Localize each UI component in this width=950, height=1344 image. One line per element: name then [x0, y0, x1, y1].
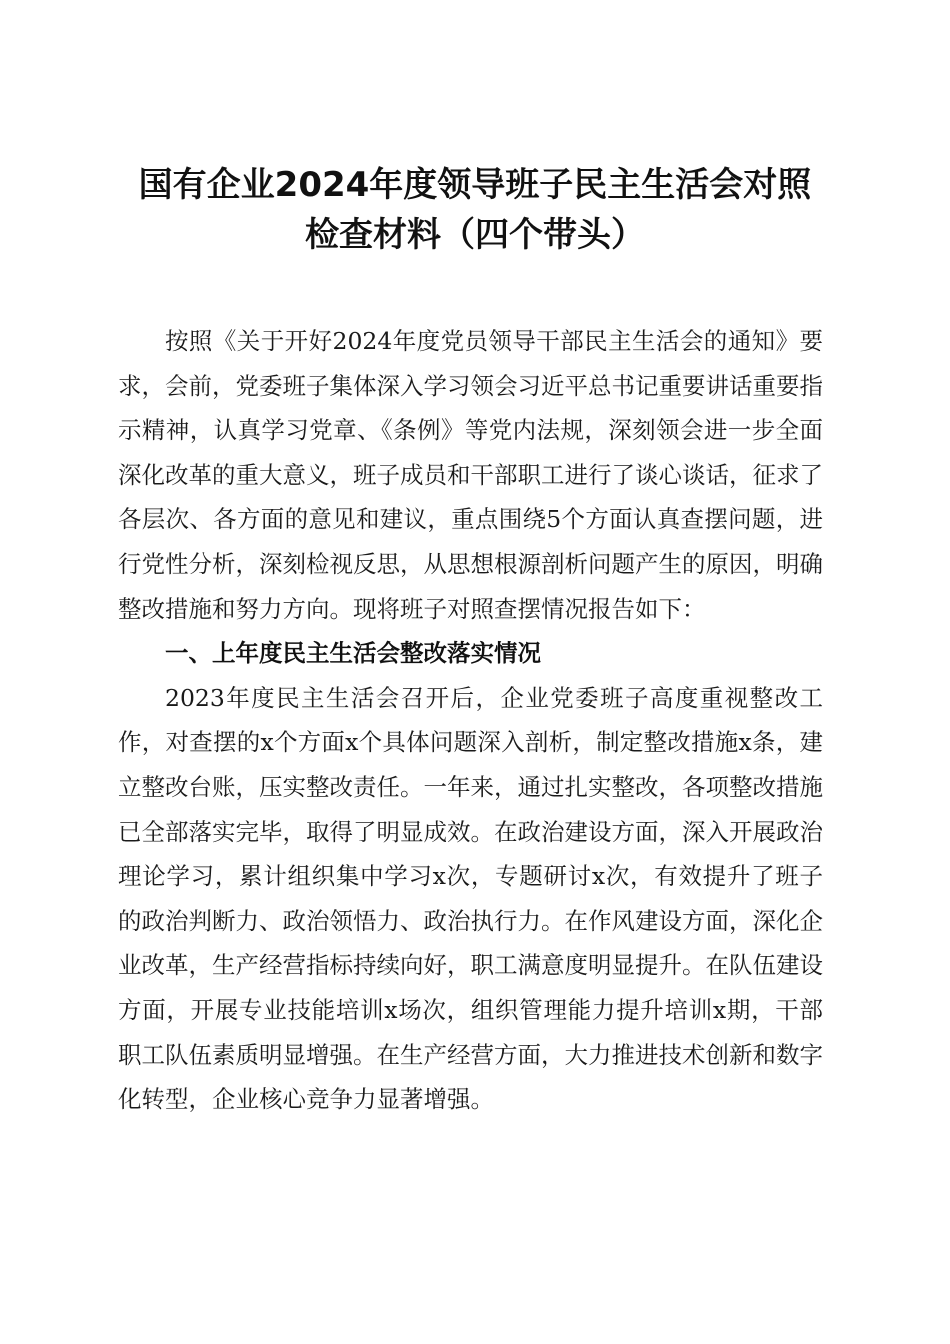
- title-line-2: 检查材料（四个带头）: [305, 215, 645, 255]
- document-title: [100, 160, 850, 260]
- intro-paragraph: 按照《关于开好2024年度党员领导干部民主生活会的通知》要求，会前，党委班子集体深入学习领会习近平总书记重要讲话重要指示精神，认真学习党章、《条例》等党内法规，深刻领会进一步全面深化改革的重大意义，班子成员和干部职工进行了谈心谈话，征求了各层次、各方面的意见和建议，重点围绕5个方面认真查摆问题，进行党性分析，深刻检视反思，从思想根源剖析问题产生的原因，明确整改措施和努力方向。现将班子对照查摆情况报告如下：: [118, 327, 823, 623]
- section-1-paragraph: 2023年度民主生活会召开后，企业党委班子高度重视整改工作，对查摆的x个方面x个具体问题深入剖析，制定整改措施x条，建立整改台账，压实整改责任。一年来，通过扎实整改，各项整改措施已全部落实完毕，取得了明显成效。在政治建设方面，深入开展政治理论学习，累计组织集中学习x次，专题研讨x次，有效提升了班子的政治判断力、政治领悟力、政治执行力。在作风建设方面，深化企业改革，生产经营指标持续向好，职工满意度明显提升。在队伍建设方面，开展专业技能培训x场次，组织管理能力提升培训x期，干部职工队伍素质明显增强。在生产经营方面，大力推进技术创新和数字化转型，企业核心竞争力显著增强。: [118, 683, 823, 1114]
- title-line-1: 国有企业2024年度领导班子民主生活会对照: [138, 165, 812, 205]
- document-body: [118, 319, 823, 1122]
- section-1-heading: 一、上年度民主生活会整改落实情况: [165, 639, 541, 668]
